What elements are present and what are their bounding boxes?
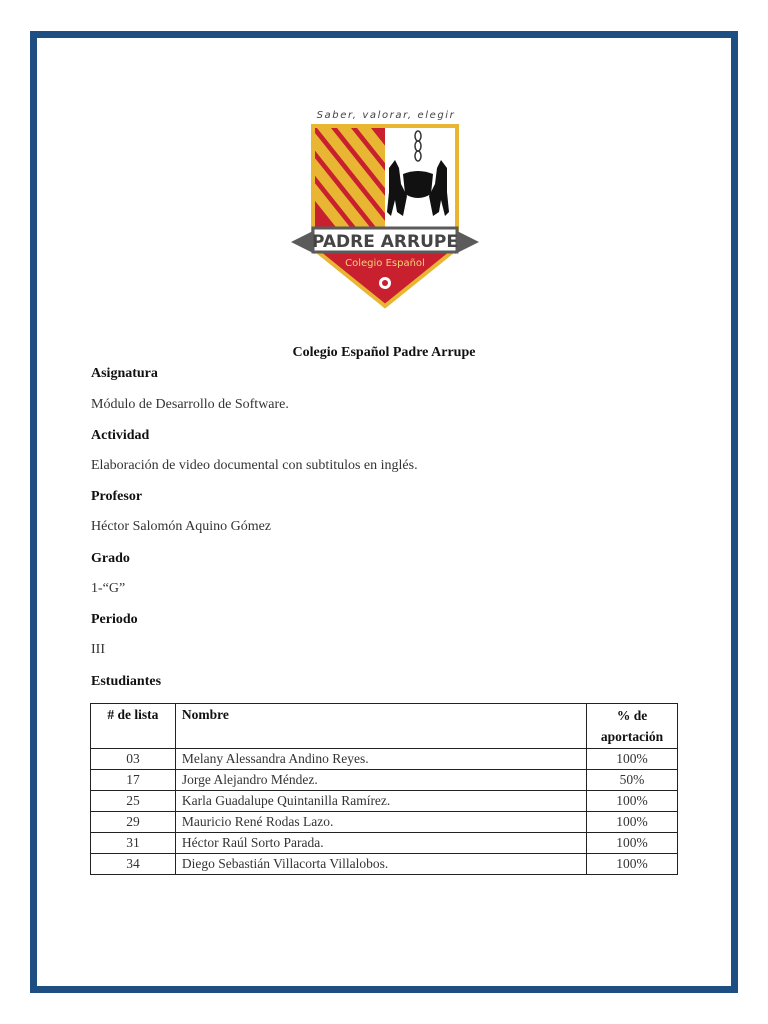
logo-motto: Saber, valorar, elegir bbox=[316, 110, 456, 121]
cell-name: Héctor Raúl Sorto Parada. bbox=[175, 833, 586, 854]
cell-contribution: 100% bbox=[587, 749, 678, 770]
cell-name: Melany Alessandra Andino Reyes. bbox=[175, 749, 586, 770]
value-asignatura: Módulo de Desarrollo de Software. bbox=[91, 397, 289, 412]
cell-contribution: 100% bbox=[587, 833, 678, 854]
value-grado: 1-“G” bbox=[91, 581, 126, 596]
table-row bbox=[91, 854, 678, 875]
cell-name: Mauricio René Rodas Lazo. bbox=[175, 812, 586, 833]
cell-list-number: 31 bbox=[91, 833, 176, 854]
cell-list-number: 34 bbox=[91, 854, 176, 875]
label-asignatura: Asignatura bbox=[91, 366, 158, 381]
cell-name: Diego Sebastián Villacorta Villalobos. bbox=[175, 854, 586, 875]
logo-subtitle-text: Colegio Español bbox=[345, 258, 425, 269]
table-row bbox=[91, 770, 678, 791]
cell-contribution: 100% bbox=[587, 812, 678, 833]
cell-name: Jorge Alejandro Méndez. bbox=[175, 770, 586, 791]
table-row bbox=[91, 791, 678, 812]
label-periodo: Periodo bbox=[91, 612, 138, 627]
logo-banner-text: PADRE ARRUPE bbox=[311, 232, 459, 252]
cell-list-number: 17 bbox=[91, 770, 176, 791]
header-list-number: # de lista bbox=[91, 704, 176, 749]
label-profesor: Profesor bbox=[91, 489, 143, 504]
table-row bbox=[91, 812, 678, 833]
header-contribution: % de aportación bbox=[587, 704, 678, 749]
value-periodo: III bbox=[91, 642, 105, 657]
cell-list-number: 03 bbox=[91, 749, 176, 770]
label-grado: Grado bbox=[91, 551, 130, 566]
header-name: Nombre bbox=[175, 704, 586, 749]
cell-list-number: 25 bbox=[91, 791, 176, 812]
cell-contribution: 50% bbox=[587, 770, 678, 791]
table-row bbox=[91, 749, 678, 770]
table-header-row bbox=[91, 704, 678, 749]
cell-contribution: 100% bbox=[587, 791, 678, 812]
label-estudiantes: Estudiantes bbox=[91, 674, 162, 689]
table-row bbox=[91, 833, 678, 854]
value-actividad: Elaboración de video documental con subtitulos en inglés. bbox=[91, 458, 418, 473]
label-actividad: Actividad bbox=[91, 428, 150, 443]
students-table bbox=[90, 703, 678, 875]
value-profesor: Héctor Salomón Aquino Gómez bbox=[91, 519, 272, 534]
document-title: Colegio Español Padre Arrupe bbox=[292, 345, 476, 360]
cell-list-number: 29 bbox=[91, 812, 176, 833]
cell-contribution: 100% bbox=[587, 854, 678, 875]
school-crest-logo bbox=[287, 108, 483, 310]
cell-name: Karla Guadalupe Quintanilla Ramírez. bbox=[175, 791, 586, 812]
